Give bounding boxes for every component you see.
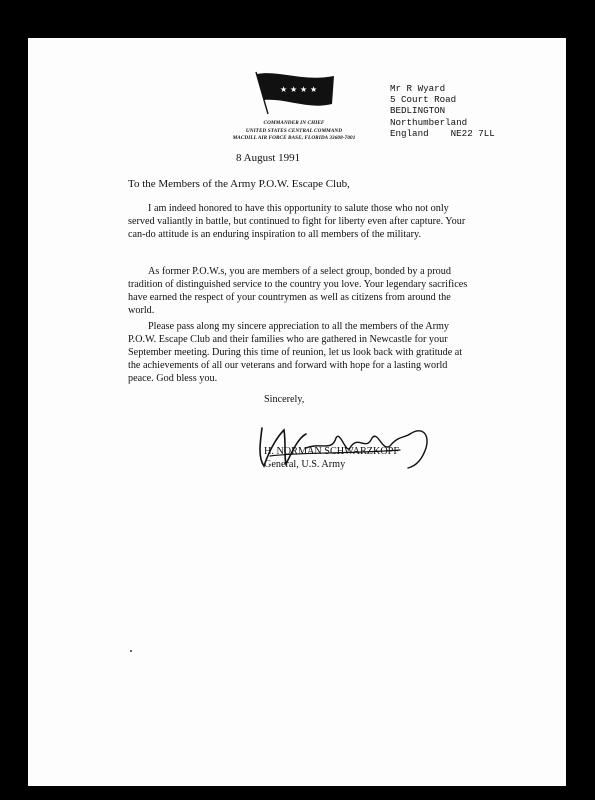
stray-mark <box>130 650 132 652</box>
letterhead-base: MACDILL AIR FORCE BASE, FLORIDA 33608-7001 <box>232 135 356 141</box>
svg-text:★: ★ <box>290 85 298 94</box>
body-paragraph-1: I am indeed honored to have this opportunity to salute those who not only served valiantly in battle, but continued to fight for liberty even after capture. Your can-do attitude is an enduring inspiration to all members of the military. <box>128 203 466 240</box>
closing: Sincerely, <box>264 394 305 405</box>
recipient-county: Northumberland <box>390 116 468 128</box>
letterhead-command: UNITED STATES CENTRAL COMMAND <box>245 127 343 134</box>
four-star-flag-icon <box>252 68 338 116</box>
letterhead-title: COMMANDER IN CHIEF <box>263 120 325 126</box>
body-paragraph-2: As former P.O.W.s, you are members of a select group, bonded by a proud tradition of distinguished service to the country you love. Your legendary sacrifices have earned the respect of your countrymen as well as citizens from around the world. <box>128 266 468 316</box>
svg-text:★: ★ <box>280 85 288 94</box>
salutation: To the Members of the Army P.O.W. Escape Club, <box>128 178 350 190</box>
recipient-town: BEDLINGTON <box>390 105 446 117</box>
recipient-name: Mr R Wyard <box>390 83 446 94</box>
svg-text:★: ★ <box>310 85 318 94</box>
letterhead-text <box>214 120 374 143</box>
signer-name: H. NORMAN SCHWARZKOPF <box>264 446 400 457</box>
svg-text:★: ★ <box>300 85 308 94</box>
signature-block <box>264 445 399 471</box>
letter-page <box>28 38 566 786</box>
body-paragraph-3: Please pass along my sincere appreciation to all the members of the Army P.O.W. Escape Club and their families who are gathered in Newcastle for your September meeting. During this time of reunion, let us look back with gratitude at the achievements of all our veterans and forward with hope for a lasting world peace. God bless you. <box>128 321 463 384</box>
letter-date: 8 August 1991 <box>236 152 301 164</box>
recipient-address <box>390 83 495 139</box>
signer-rank: General, U.S. Army <box>264 459 346 470</box>
recipient-street: 5 Court Road <box>390 94 457 106</box>
recipient-country-postcode: England NE22 7LL <box>390 127 495 139</box>
